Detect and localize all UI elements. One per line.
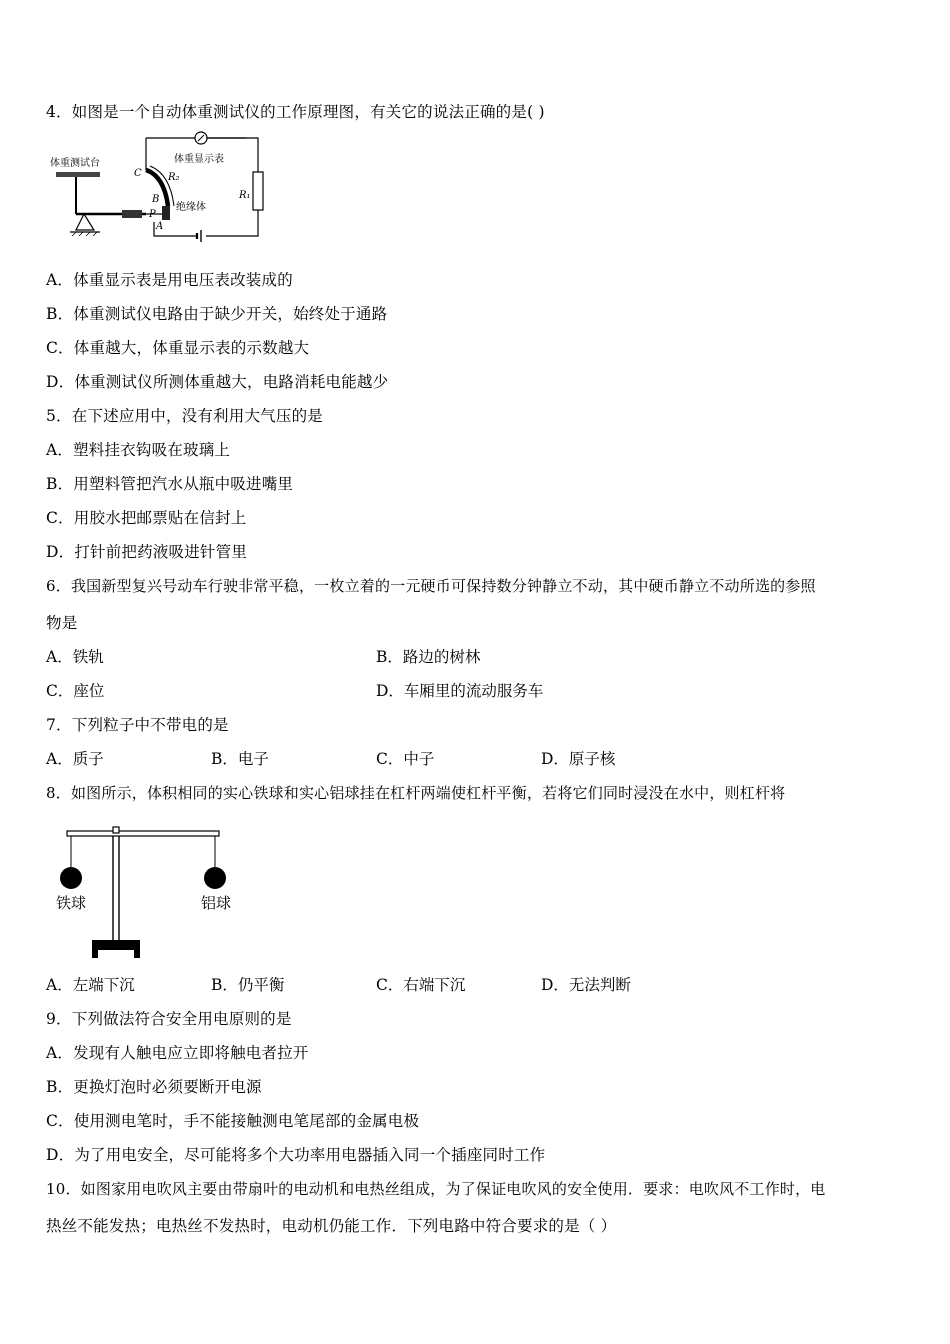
q8-option-d: D．无法判断: [541, 976, 631, 994]
q7-option-c: C．中子: [376, 750, 435, 768]
q5-option-b: B．用塑料管把汽水从瓶中吸进嘴里: [46, 475, 294, 493]
q10-stem-line1: 10．如图家用电吹风主要由带扇叶的电动机和电热丝组成，为了保证电吹风的安全使用．要求：电吹风不工作时，电: [46, 1180, 826, 1198]
q7-option-a: A．质子: [46, 750, 104, 768]
q6-option-a: A．铁轨: [46, 648, 104, 666]
q8-option-c: C．右端下沉: [376, 976, 466, 994]
q8-stem: 8．如图所示，体积相同的实心铁球和实心铝球挂在杠杆两端使杠杆平衡，若将它们同时浸没在水中，则杠杆将: [46, 784, 786, 802]
q4-label-p: P: [149, 209, 156, 220]
iron-ball: [60, 867, 82, 889]
q4-label-c: C: [134, 168, 142, 179]
q4-label-display: 体重显示表: [174, 154, 224, 165]
aluminum-ball: [204, 867, 226, 889]
q7-option-d: D．原子核: [541, 750, 616, 768]
q8-lever-diagram: [46, 822, 246, 964]
q5-option-c: C．用胶水把邮票贴在信封上: [46, 509, 247, 527]
q5-option-a: A．塑料挂衣钩吸在玻璃上: [46, 441, 231, 459]
q4-option-c: C．体重越大，体重显示表的示数越大: [46, 339, 310, 357]
q6-stem-line1: 6．我国新型复兴号动车行驶非常平稳，一枚立着的一元硬币可保持数分钟静立不动，其中硬币静立不动所选的参照: [46, 577, 816, 595]
q9-option-c: C．使用测电笔时，手不能接触测电笔尾部的金属电极: [46, 1112, 420, 1130]
q6-stem-line2: 物是: [46, 614, 78, 632]
q4-label-r1: R₁: [239, 190, 251, 201]
q6-option-d: D．车厢里的流动服务车: [376, 682, 544, 700]
q10-stem-line2: 热丝不能发热；电热丝不发热时，电动机仍能工作．下列电路中符合要求的是（ ）: [46, 1217, 617, 1235]
q9-option-d: D．为了用电安全，尽可能将多个大功率用电器插入同一个插座同时工作: [46, 1146, 546, 1164]
q4-option-d: D．体重测试仪所测体重越大，电路消耗电能越少: [46, 373, 389, 391]
q7-option-b: B．电子: [211, 750, 269, 768]
q4-circuit-diagram: [46, 130, 286, 246]
q8-label-aluminum: 铝球: [201, 894, 232, 912]
q5-stem: 5．在下述应用中，没有利用大气压的是: [46, 407, 323, 425]
q4-label-platform: 体重测试台: [50, 158, 100, 169]
q9-option-a: A．发现有人触电应立即将触电者拉开: [46, 1044, 309, 1062]
q5-option-d: D．打针前把药液吸进针管里: [46, 543, 248, 561]
q4-label-insulator: 绝缘体: [176, 202, 206, 213]
q8-option-a: A．左端下沉: [46, 976, 135, 994]
q8-option-b: B．仍平衡: [211, 976, 285, 994]
q6-option-b: B．路边的树林: [376, 648, 481, 666]
q4-option-b: B．体重测试仪电路由于缺少开关，始终处于通路: [46, 305, 388, 323]
q9-option-b: B．更换灯泡时必须要断开电源: [46, 1078, 262, 1096]
q9-stem: 9．下列做法符合安全用电原则的是: [46, 1010, 292, 1028]
q4-stem: 4．如图是一个自动体重测试仪的工作原理图，有关它的说法正确的是( ): [46, 103, 545, 121]
q6-option-c: C．座位: [46, 682, 105, 700]
q7-stem: 7．下列粒子中不带电的是: [46, 716, 229, 734]
q4-label-b: B: [152, 194, 160, 205]
q4-label-a: A: [156, 221, 164, 232]
q8-label-iron: 铁球: [56, 894, 87, 912]
q4-option-a: A．体重显示表是用电压表改装成的: [46, 271, 293, 289]
q4-label-r2: R₂: [168, 172, 180, 183]
